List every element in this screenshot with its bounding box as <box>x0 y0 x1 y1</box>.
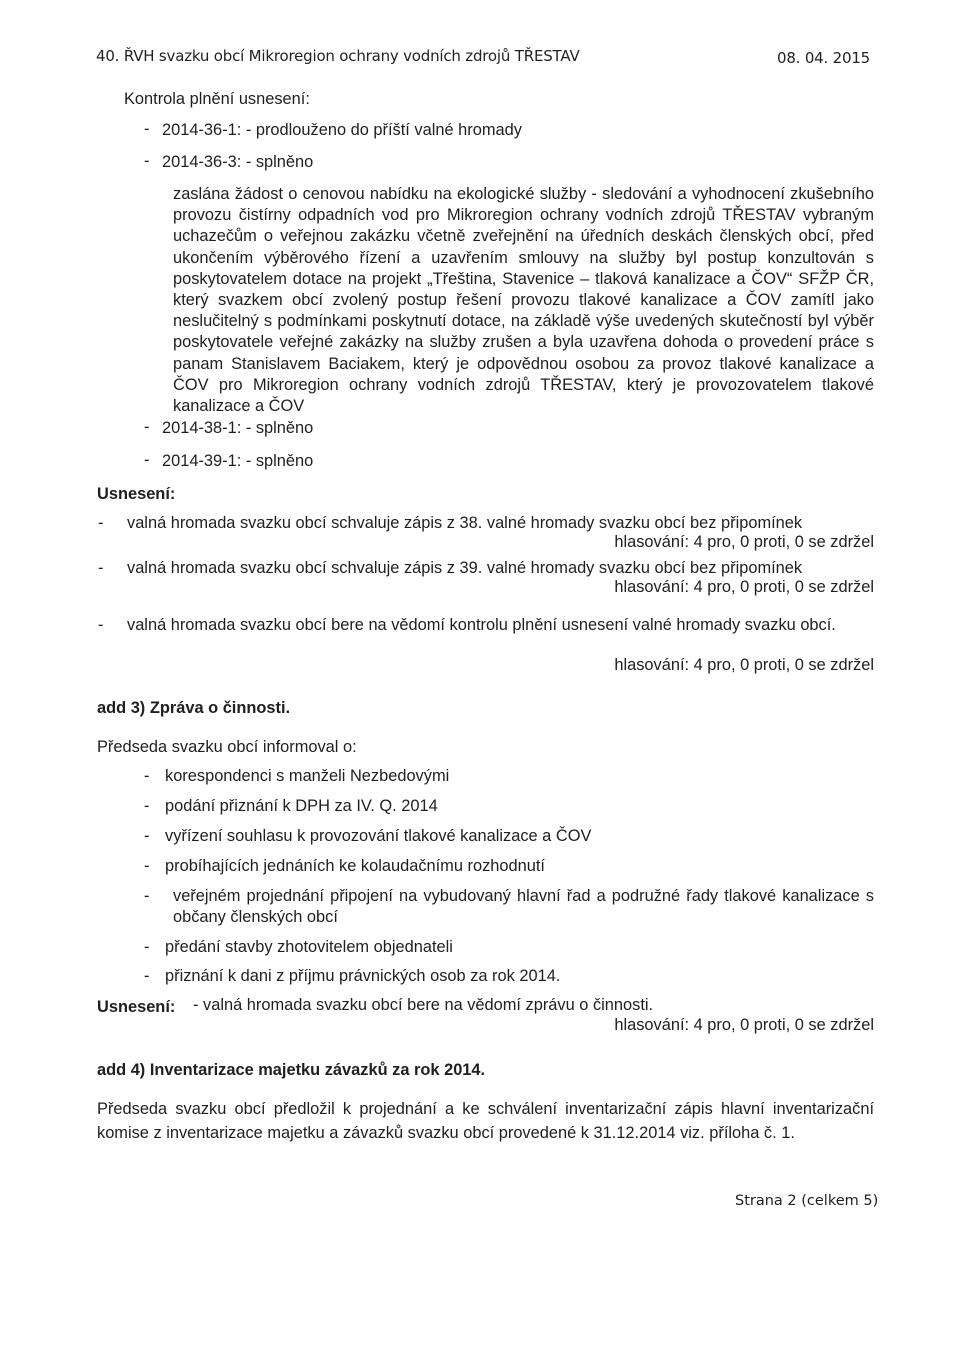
add3-item-2: podání přiznání k DPH za IV. Q. 2014 <box>165 797 438 815</box>
control-item-3: 2014-38-1: - splněno <box>162 419 314 437</box>
list-dash: - <box>98 616 104 634</box>
control-paragraph: zaslána žádost o cenovou nabídku na ekologické služby - sledování a vyhodnocení zkušebního provozu čistírny odpadních vod pro Mikroregion ochrany vodních zdrojů TŘESTAV vybraným uchazečům o veřejnou zakázku včetně zveřejnění na úředních deskách členských obcí, před ukončením výběrového řízení a uzavřením smlouvy na služby byl postup konzultován s poskytovatelem dotace na projekt „Třeština, Stavenice – tlaková kanalizace a ČOV“ SFŽP ČR, který svazkem obcí zvolený postup řešení provozu tlakové kanalizace a ČOV zamítl jako neslučitelný s podmínkami poskytnutí dotace, na základě výše uvedených skutečností byl výběr poskytovatele veřejné zakázky na služby zrušen a byla uzavřena dohoda o provedení práce s panam Stanislavem Baciakem, který je odpovědnou osobou za provoz tlakové kanalizace a ČOV pro Mikroregion ochrany vodních zdrojů TŘESTAV, který je provozovatelem tlakové kanalizace a ČOV <box>173 185 874 416</box>
vote-result: hlasování: 4 pro, 0 proti, 0 se zdržel <box>614 578 874 596</box>
list-dash: - <box>144 827 150 845</box>
add3-item-1: korespondenci s manželi Nezbedovými <box>165 767 450 785</box>
control-item-2: 2014-36-3: - splněno <box>162 153 314 171</box>
add4-heading: add 4) Inventarizace majetku závazků za rok 2014. <box>97 1061 486 1079</box>
vote-result: hlasování: 4 pro, 0 proti, 0 se zdržel <box>614 656 874 674</box>
vote-result: hlasování: 4 pro, 0 proti, 0 se zdržel <box>614 1016 874 1034</box>
list-dash: - <box>144 887 150 905</box>
add3-item-4: probíhajících jednáních ke kolaudačnímu rozhodnutí <box>165 857 545 875</box>
resolution-item-2: valná hromada svazku obcí schvaluje zápis z 39. valné hromady svazku obcí bez připomínek <box>127 559 803 577</box>
add3-intro: Předseda svazku obcí informoval o: <box>97 738 357 756</box>
add3-item-7: přiznání k dani z příjmu právnických osob za rok 2014. <box>165 967 561 985</box>
add3-resolution-label: Usnesení: <box>97 998 176 1016</box>
list-dash: - <box>98 514 104 532</box>
list-dash: - <box>144 418 150 436</box>
list-dash: - <box>144 451 150 469</box>
list-dash: - <box>144 797 150 815</box>
list-dash: - <box>144 967 150 985</box>
resolution-heading: Usnesení: <box>97 485 176 503</box>
add3-heading: add 3) Zpráva o činnosti. <box>97 699 291 717</box>
header-date: 08. 04. 2015 <box>777 49 871 67</box>
add3-item-6: předání stavby zhotovitelem objednateli <box>165 938 453 956</box>
header-title: 40. ŘVH svazku obcí Mikroregion ochrany vodních zdrojů TŘESTAV <box>96 47 580 65</box>
control-item-1: 2014-36-1: - prodlouženo do příští valné hromady <box>162 121 522 139</box>
vote-result: hlasování: 4 pro, 0 proti, 0 se zdržel <box>614 533 874 551</box>
add3-item-5: veřejném projednání připojení na vybudovaný hlavní řad a podružné řady tlakové kanalizace s občany členských obcí <box>173 887 874 927</box>
list-dash: - <box>98 559 104 577</box>
add3-resolution-text: - valná hromada svazku obcí bere na vědomí zprávu o činnosti. <box>193 996 654 1014</box>
resolution-item-3: valná hromada svazku obcí bere na vědomí kontrolu plnění usnesení valné hromady svazku obcí. <box>127 616 836 634</box>
control-heading: Kontrola plnění usnesení: <box>124 90 310 108</box>
list-dash: - <box>144 767 150 785</box>
list-dash: - <box>144 857 150 875</box>
add3-item-3: vyřízení souhlasu k provozování tlakové kanalizace a ČOV <box>165 827 592 845</box>
list-dash: - <box>144 152 150 170</box>
resolution-item-1: valná hromada svazku obcí schvaluje zápis z 38. valné hromady svazku obcí bez připomínek <box>127 514 803 532</box>
list-dash: - <box>144 938 150 956</box>
add4-paragraph: Předseda svazku obcí předložil k projednání a ke schválení inventarizační zápis hlavní inventarizační komise z inventarizace majetku a závazků svazku obcí provedené k 31.12.2014 viz. příloha č. 1. <box>97 1100 874 1142</box>
list-dash: - <box>144 120 150 138</box>
page-number: Strana 2 (celkem 5) <box>735 1193 879 1209</box>
control-item-4: 2014-39-1: - splněno <box>162 452 314 470</box>
